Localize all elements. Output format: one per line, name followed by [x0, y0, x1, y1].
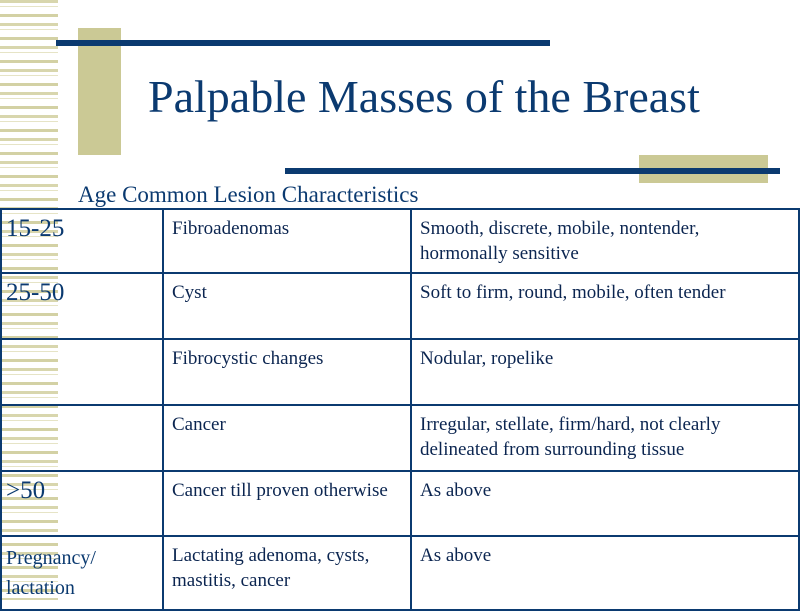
age-cell [1, 405, 163, 471]
lesion-cell: Fibrocystic changes [163, 339, 411, 405]
table-row [1, 536, 799, 610]
characteristics-cell: Soft to firm, round, mobile, often tender [411, 273, 799, 339]
slide-title: Palpable Masses of the Breast [148, 71, 700, 122]
table-row [1, 209, 799, 273]
characteristics-cell: Irregular, stellate, firm/hard, not clearly delineated from surrounding tissue [411, 405, 799, 471]
lesion-table [0, 208, 800, 611]
lesion-cell: Lactating adenoma, cysts, mastitis, cancer [163, 536, 411, 610]
decorative-bar [285, 168, 780, 174]
characteristics-cell: As above [411, 536, 799, 610]
decorative-block [78, 28, 121, 155]
table-header-text: Age Common Lesion Characteristics [78, 182, 419, 207]
age-cell: 25-50 [1, 273, 163, 339]
characteristics-cell: As above [411, 471, 799, 536]
characteristics-cell: Smooth, discrete, mobile, nontender, hormonally sensitive [411, 209, 799, 273]
lesion-cell: Cyst [163, 273, 411, 339]
decorative-bar [56, 40, 550, 46]
table-row [1, 339, 799, 405]
table-row [1, 273, 799, 339]
table-row [1, 471, 799, 536]
characteristics-cell: Nodular, ropelike [411, 339, 799, 405]
age-cell: >50 [1, 471, 163, 536]
age-cell: 15-25 [1, 209, 163, 273]
lesion-cell: Cancer [163, 405, 411, 471]
lesion-cell: Cancer till proven otherwise [163, 471, 411, 536]
lesion-cell: Fibroadenomas [163, 209, 411, 273]
age-cell: Pregnancy/ lactation [1, 536, 163, 610]
table-row [1, 405, 799, 471]
age-cell [1, 339, 163, 405]
